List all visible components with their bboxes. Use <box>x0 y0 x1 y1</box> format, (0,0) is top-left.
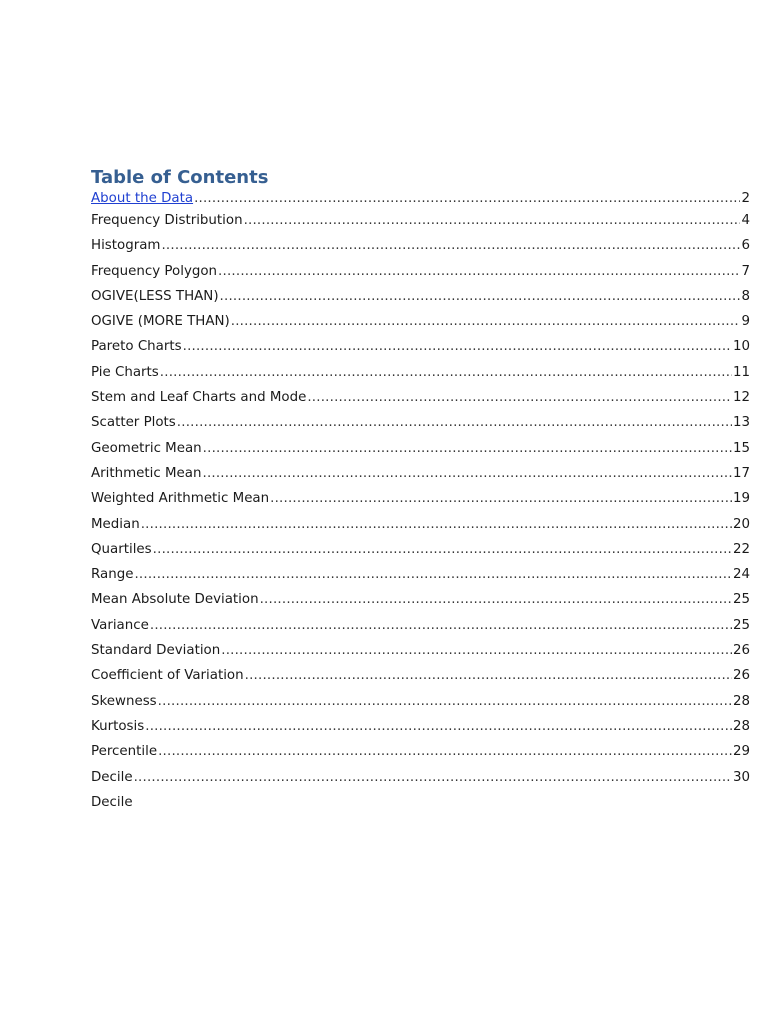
toc-entry-label: Percentile <box>91 744 158 760</box>
toc-entry-label: Frequency Distribution <box>91 213 243 228</box>
toc-page-number: 22 <box>732 541 750 557</box>
toc-entry[interactable] <box>91 338 750 363</box>
toc-entry-label: OGIVE (MORE THAN) <box>91 314 230 330</box>
toc-page-number: 28 <box>732 693 750 709</box>
toc-dot-leader <box>134 769 732 787</box>
toc-entry-label: Median <box>91 516 140 532</box>
toc-entry-label: Mean Absolute Deviation <box>91 592 259 608</box>
toc-dot-leader <box>161 237 740 255</box>
toc-page-number: 26 <box>732 643 750 659</box>
toc-dot-leader <box>218 263 740 281</box>
toc-page-number: 26 <box>732 668 750 684</box>
toc-entry[interactable] <box>91 190 750 212</box>
toc-dot-leader <box>202 465 731 483</box>
toc-page-number: 25 <box>732 592 750 608</box>
toc-page-number: 19 <box>732 491 750 507</box>
toc-dot-leader <box>203 440 732 458</box>
toc-entry[interactable] <box>91 516 750 541</box>
toc-entry-label: Stem and Leaf Charts and Mode <box>91 390 307 406</box>
toc-entry-label: Weighted Arithmetic Mean <box>91 491 270 507</box>
toc-entry-label: Skewness <box>91 693 157 709</box>
toc-dot-leader <box>194 190 740 208</box>
toc-dot-leader <box>307 389 732 407</box>
toc-dot-leader <box>260 591 732 609</box>
toc-page-number: 4 <box>741 213 750 228</box>
toc-dot-leader <box>158 743 732 761</box>
toc-page-number: 2 <box>741 191 750 206</box>
toc-dot-leader <box>177 414 732 432</box>
toc-list <box>91 190 750 794</box>
toc-dot-leader <box>183 338 732 356</box>
toc-entry-label: Range <box>91 567 134 583</box>
toc-entry[interactable] <box>91 237 750 262</box>
toc-page-number: 13 <box>732 415 750 431</box>
toc-entry-label: Scatter Plots <box>91 415 176 431</box>
toc-entry-label: Decile <box>91 769 133 785</box>
toc-page-number: 29 <box>732 744 750 760</box>
toc-dot-leader <box>270 490 732 508</box>
toc-page-number: 6 <box>741 238 750 254</box>
table-of-contents <box>91 166 750 819</box>
toc-entry[interactable] <box>91 440 750 465</box>
toc-entry[interactable] <box>91 364 750 389</box>
toc-entry-label: Quartiles <box>91 541 152 557</box>
toc-entry[interactable] <box>91 465 750 490</box>
toc-dot-leader <box>221 642 732 660</box>
toc-entry[interactable] <box>91 389 750 414</box>
toc-entry-link[interactable]: About the Data <box>91 191 194 206</box>
toc-page-number: 8 <box>741 288 750 304</box>
toc-dot-leader <box>220 288 741 306</box>
toc-dot-leader <box>160 364 732 382</box>
toc-entry[interactable] <box>91 288 750 313</box>
toc-dot-leader <box>245 667 732 685</box>
toc-entry-label: Frequency Polygon <box>91 263 218 279</box>
toc-entry[interactable] <box>91 566 750 591</box>
toc-dot-leader <box>231 313 741 331</box>
toc-entry[interactable] <box>91 490 750 515</box>
toc-entry[interactable] <box>91 718 750 743</box>
toc-entry-label: OGIVE(LESS THAN) <box>91 288 219 304</box>
toc-entry-label: Coefficient of Variation <box>91 668 244 684</box>
toc-page-number: 24 <box>732 567 750 583</box>
toc-entry[interactable] <box>91 693 750 718</box>
toc-trailing-text: Decile <box>91 794 133 810</box>
toc-dot-leader <box>244 212 741 230</box>
toc-page-number: 17 <box>732 465 750 481</box>
toc-page-number: 20 <box>732 516 750 532</box>
toc-page-number: 25 <box>732 617 750 633</box>
toc-entry[interactable] <box>91 667 750 692</box>
toc-entry-label: Pie Charts <box>91 364 159 380</box>
toc-entry[interactable] <box>91 743 750 768</box>
toc-entry[interactable] <box>91 617 750 642</box>
toc-entry-label: Standard Deviation <box>91 643 221 659</box>
toc-page-number: 11 <box>732 364 750 380</box>
toc-entry[interactable] <box>91 541 750 566</box>
toc-entry-label: Histogram <box>91 238 161 254</box>
toc-page-number: 15 <box>732 440 750 456</box>
toc-entry-label: Kurtosis <box>91 718 145 734</box>
toc-entry[interactable] <box>91 642 750 667</box>
toc-entry[interactable] <box>91 591 750 616</box>
toc-page-number: 9 <box>741 314 750 330</box>
toc-dot-leader <box>153 541 732 559</box>
toc-entry[interactable] <box>91 313 750 338</box>
toc-title: Table of Contents <box>91 167 269 188</box>
toc-dot-leader <box>141 516 732 534</box>
toc-entry-label: Arithmetic Mean <box>91 465 202 481</box>
toc-entry-label: Geometric Mean <box>91 440 202 456</box>
toc-page-number: 10 <box>732 339 750 355</box>
toc-entry[interactable] <box>91 769 750 794</box>
toc-entry-label: Pareto Charts <box>91 339 182 355</box>
toc-dot-leader <box>150 617 732 635</box>
toc-dot-leader <box>158 693 732 711</box>
toc-entry[interactable] <box>91 414 750 439</box>
toc-page-number: 28 <box>732 718 750 734</box>
toc-dot-leader <box>145 718 732 736</box>
toc-page-number: 7 <box>741 263 750 279</box>
toc-dot-leader <box>134 566 732 584</box>
toc-entry[interactable] <box>91 263 750 288</box>
toc-page-number: 12 <box>732 390 750 406</box>
toc-page-number: 30 <box>732 769 750 785</box>
toc-entry-label: Variance <box>91 617 149 633</box>
toc-entry[interactable] <box>91 212 750 237</box>
